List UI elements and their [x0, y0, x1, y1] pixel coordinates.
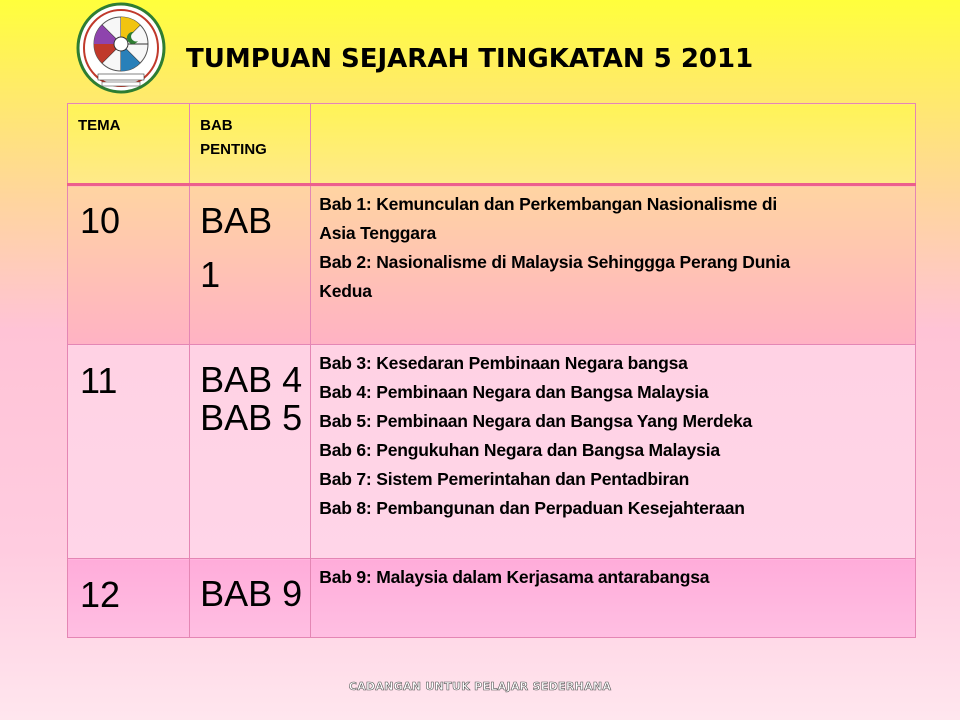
details-cell	[311, 345, 916, 559]
detail-line: Bab 7: Sistem Pemerintahan dan Pentadbiran	[319, 469, 690, 489]
header-details	[311, 104, 916, 185]
detail-line: Asia Tenggara	[319, 223, 436, 243]
detail-line: Bab 9: Malaysia dalam Kerjasama antarabangsa	[319, 567, 710, 587]
tema-cell: 10	[68, 185, 190, 345]
chapter-focus-table	[67, 103, 916, 638]
detail-line: Bab 5: Pembinaan Negara dan Bangsa Yang Merdeka	[319, 411, 753, 431]
footer-text: CADANGAN UNTUK PELAJAR SEDERHANA	[348, 680, 612, 693]
header-tema: TEMA	[68, 104, 190, 185]
tema-cell: 12	[68, 559, 190, 638]
bab-cell	[190, 185, 311, 345]
table-header-row	[68, 104, 916, 185]
bab-cell	[190, 559, 311, 638]
table-row	[68, 559, 916, 638]
table-row	[68, 345, 916, 559]
page-title: TUMPUAN SEJARAH TINGKATAN 5 2011	[186, 44, 754, 74]
detail-line: Bab 6: Pengukuhan Negara dan Bangsa Malaysia	[319, 440, 720, 460]
bab-label: BAB	[200, 200, 273, 241]
bab-label: 1	[200, 254, 221, 295]
details-cell	[311, 185, 916, 345]
detail-line: Kedua	[319, 281, 372, 301]
bab-cell	[190, 345, 311, 559]
detail-line: Bab 3: Kesedaran Pembinaan Negara bangsa	[319, 353, 688, 373]
detail-line: Bab 2: Nasionalisme di Malaysia Sehinggga Perang Dunia	[319, 252, 790, 272]
bab-label: BAB 5	[200, 397, 303, 438]
detail-line: Bab 8: Pembangunan dan Perpaduan Kesejahteraan	[319, 498, 745, 518]
tema-cell: 11	[68, 345, 190, 559]
bab-label: BAB 4	[200, 359, 303, 400]
school-crest-logo	[76, 2, 166, 98]
bab-label: BAB 9	[200, 573, 303, 614]
table-row	[68, 185, 916, 345]
header-bab-penting: BAB PENTING	[190, 104, 311, 185]
detail-line: Bab 4: Pembinaan Negara dan Bangsa Malaysia	[319, 382, 709, 402]
details-cell	[311, 559, 916, 638]
detail-line: Bab 1: Kemunculan dan Perkembangan Nasionalisme di	[319, 194, 778, 214]
footer-note	[0, 680, 960, 693]
